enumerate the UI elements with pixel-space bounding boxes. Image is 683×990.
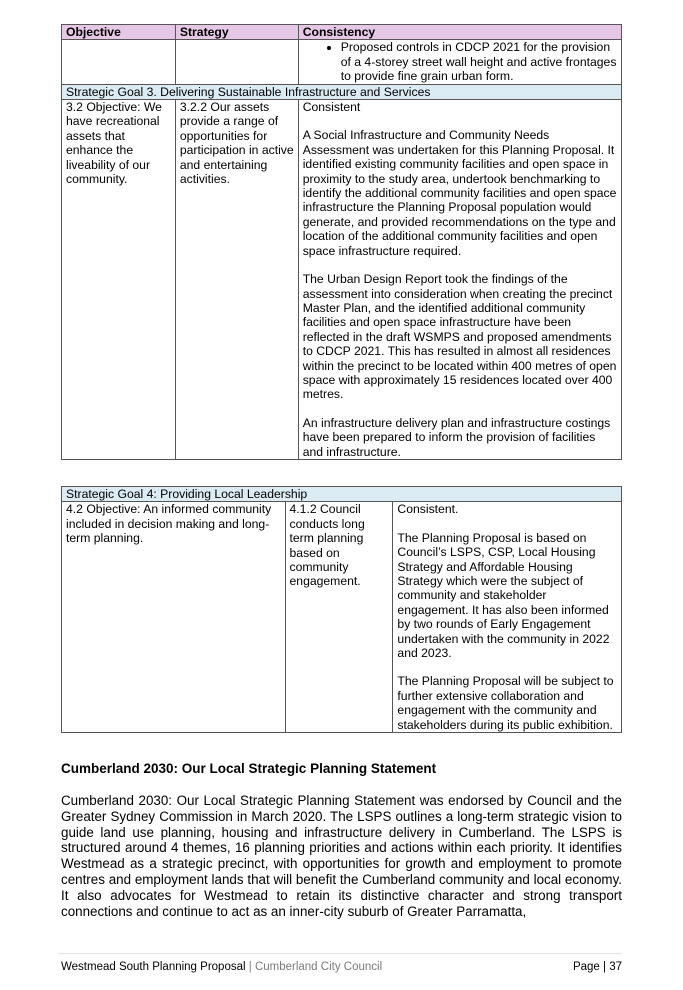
consistency-paragraph: The Urban Design Report took the findings of the assessment into consideration when creating the precinct Master Plan, and the identified additional community facilities and open space infrastructure have been reflected in the draft WSMPS and proposed amendments to CDCP 2021. This has resulted in almost all residences within the precinct to be located within 400 metres of open space with approximately 15 residences located over 400 metres.	[302, 272, 617, 402]
consistency-cell	[298, 40, 621, 84]
empty-cell	[175, 40, 298, 84]
section-heading: Cumberland 2030: Our Local Strategic Planning Statement	[61, 761, 437, 776]
table-row	[62, 502, 622, 733]
consistency-paragraph: A Social Infrastructure and Community Needs Assessment was undertaken for this Planning Proposal. It identified existing community facilities and open space in proximity to the study area, undertook benchmarking to identify the additional community facilities and open space infrastructure the Planning Proposal population would generate, and provided recommendations on the type and location of the additional community facilities and open space infrastructure required.	[302, 128, 617, 258]
consistency-table-goal-4	[61, 486, 622, 733]
goal-row	[62, 84, 622, 99]
consistency-cell	[393, 502, 622, 733]
consistency-status: Consistent.	[397, 502, 459, 517]
footer-title: Westmead South Planning Proposal	[61, 961, 246, 973]
consistency-status: Consistent	[302, 100, 361, 115]
footer-document-title	[61, 961, 382, 973]
section-body: Cumberland 2030: Our Local Strategic Planning Statement was endorsed by Council and the Greater Sydney Commission in March 2020. The LSPS outlines a long-term strategic vision to guide land use planning, housing and infrastructure delivery in Cumberland. The LSPS is structured around 4 themes, 16 planning priorities and actions within each priority. It identifies Westmead as a strategic precinct, with opportunities for growth and employment to promote centres and employment lands that will benefit the Cumberland community and local economy. It also advocates for Westmead to retain its distinctive character and strong transport connections and continue to act as an inner-city suburb of Greater Parramatta,	[61, 793, 622, 919]
consistency-paragraph: An infrastructure delivery plan and infrastructure costings have been prepared to inform the provision of facilities and infrastructure.	[302, 415, 611, 459]
table-row	[62, 100, 622, 460]
header-strategy: Strategy	[175, 25, 298, 40]
objective-cell: 3.2 Objective: We have recreational assets that enhance the liveability of our community.	[62, 100, 176, 460]
consistency-table-goal-3	[61, 24, 622, 460]
footer-separator: |	[245, 961, 255, 973]
header-consistency: Consistency	[298, 25, 621, 40]
footer-org: Cumberland City Council	[254, 961, 383, 973]
footer-divider	[58, 953, 622, 954]
bullet-item: • Proposed controls in CDCP 2021 for the provision of a 4-storey street wall height and active frontages to provide fine grain urban form.	[341, 40, 617, 83]
table-row-continued	[62, 40, 622, 84]
empty-cell	[62, 40, 176, 84]
goal-3-title: Strategic Goal 3. Delivering Sustainable Infrastructure and Services	[62, 84, 622, 99]
strategy-cell: 4.1.2 Council conducts long term planning based on community engagement.	[285, 502, 393, 733]
header-objective: Objective	[62, 25, 176, 40]
consistency-cell	[298, 100, 621, 460]
consistency-paragraph: The Planning Proposal is based on Council’s LSPS, CSP, Local Housing Strategy and Affordable Housing Strategy which were the subject of community and stakeholder engagement. It has also been informed by two rounds of Early Engagement undertaken with the community in 2022 and 2023.	[397, 530, 610, 661]
goal-row	[62, 487, 622, 502]
consistency-paragraph: The Planning Proposal will be subject to further extensive collaboration and engagement with the community and stakeholders during its public exhibition.	[397, 674, 614, 732]
table-header-row	[62, 25, 622, 40]
objective-cell: 4.2 Objective: An informed community included in decision making and long-term planning.	[62, 502, 286, 733]
strategy-cell: 3.2.2 Our assets provide a range of opportunities for participation in active and entertaining activities.	[175, 100, 298, 460]
page-number: Page | 37	[572, 961, 622, 973]
goal-4-title: Strategic Goal 4: Providing Local Leadership	[62, 487, 622, 502]
